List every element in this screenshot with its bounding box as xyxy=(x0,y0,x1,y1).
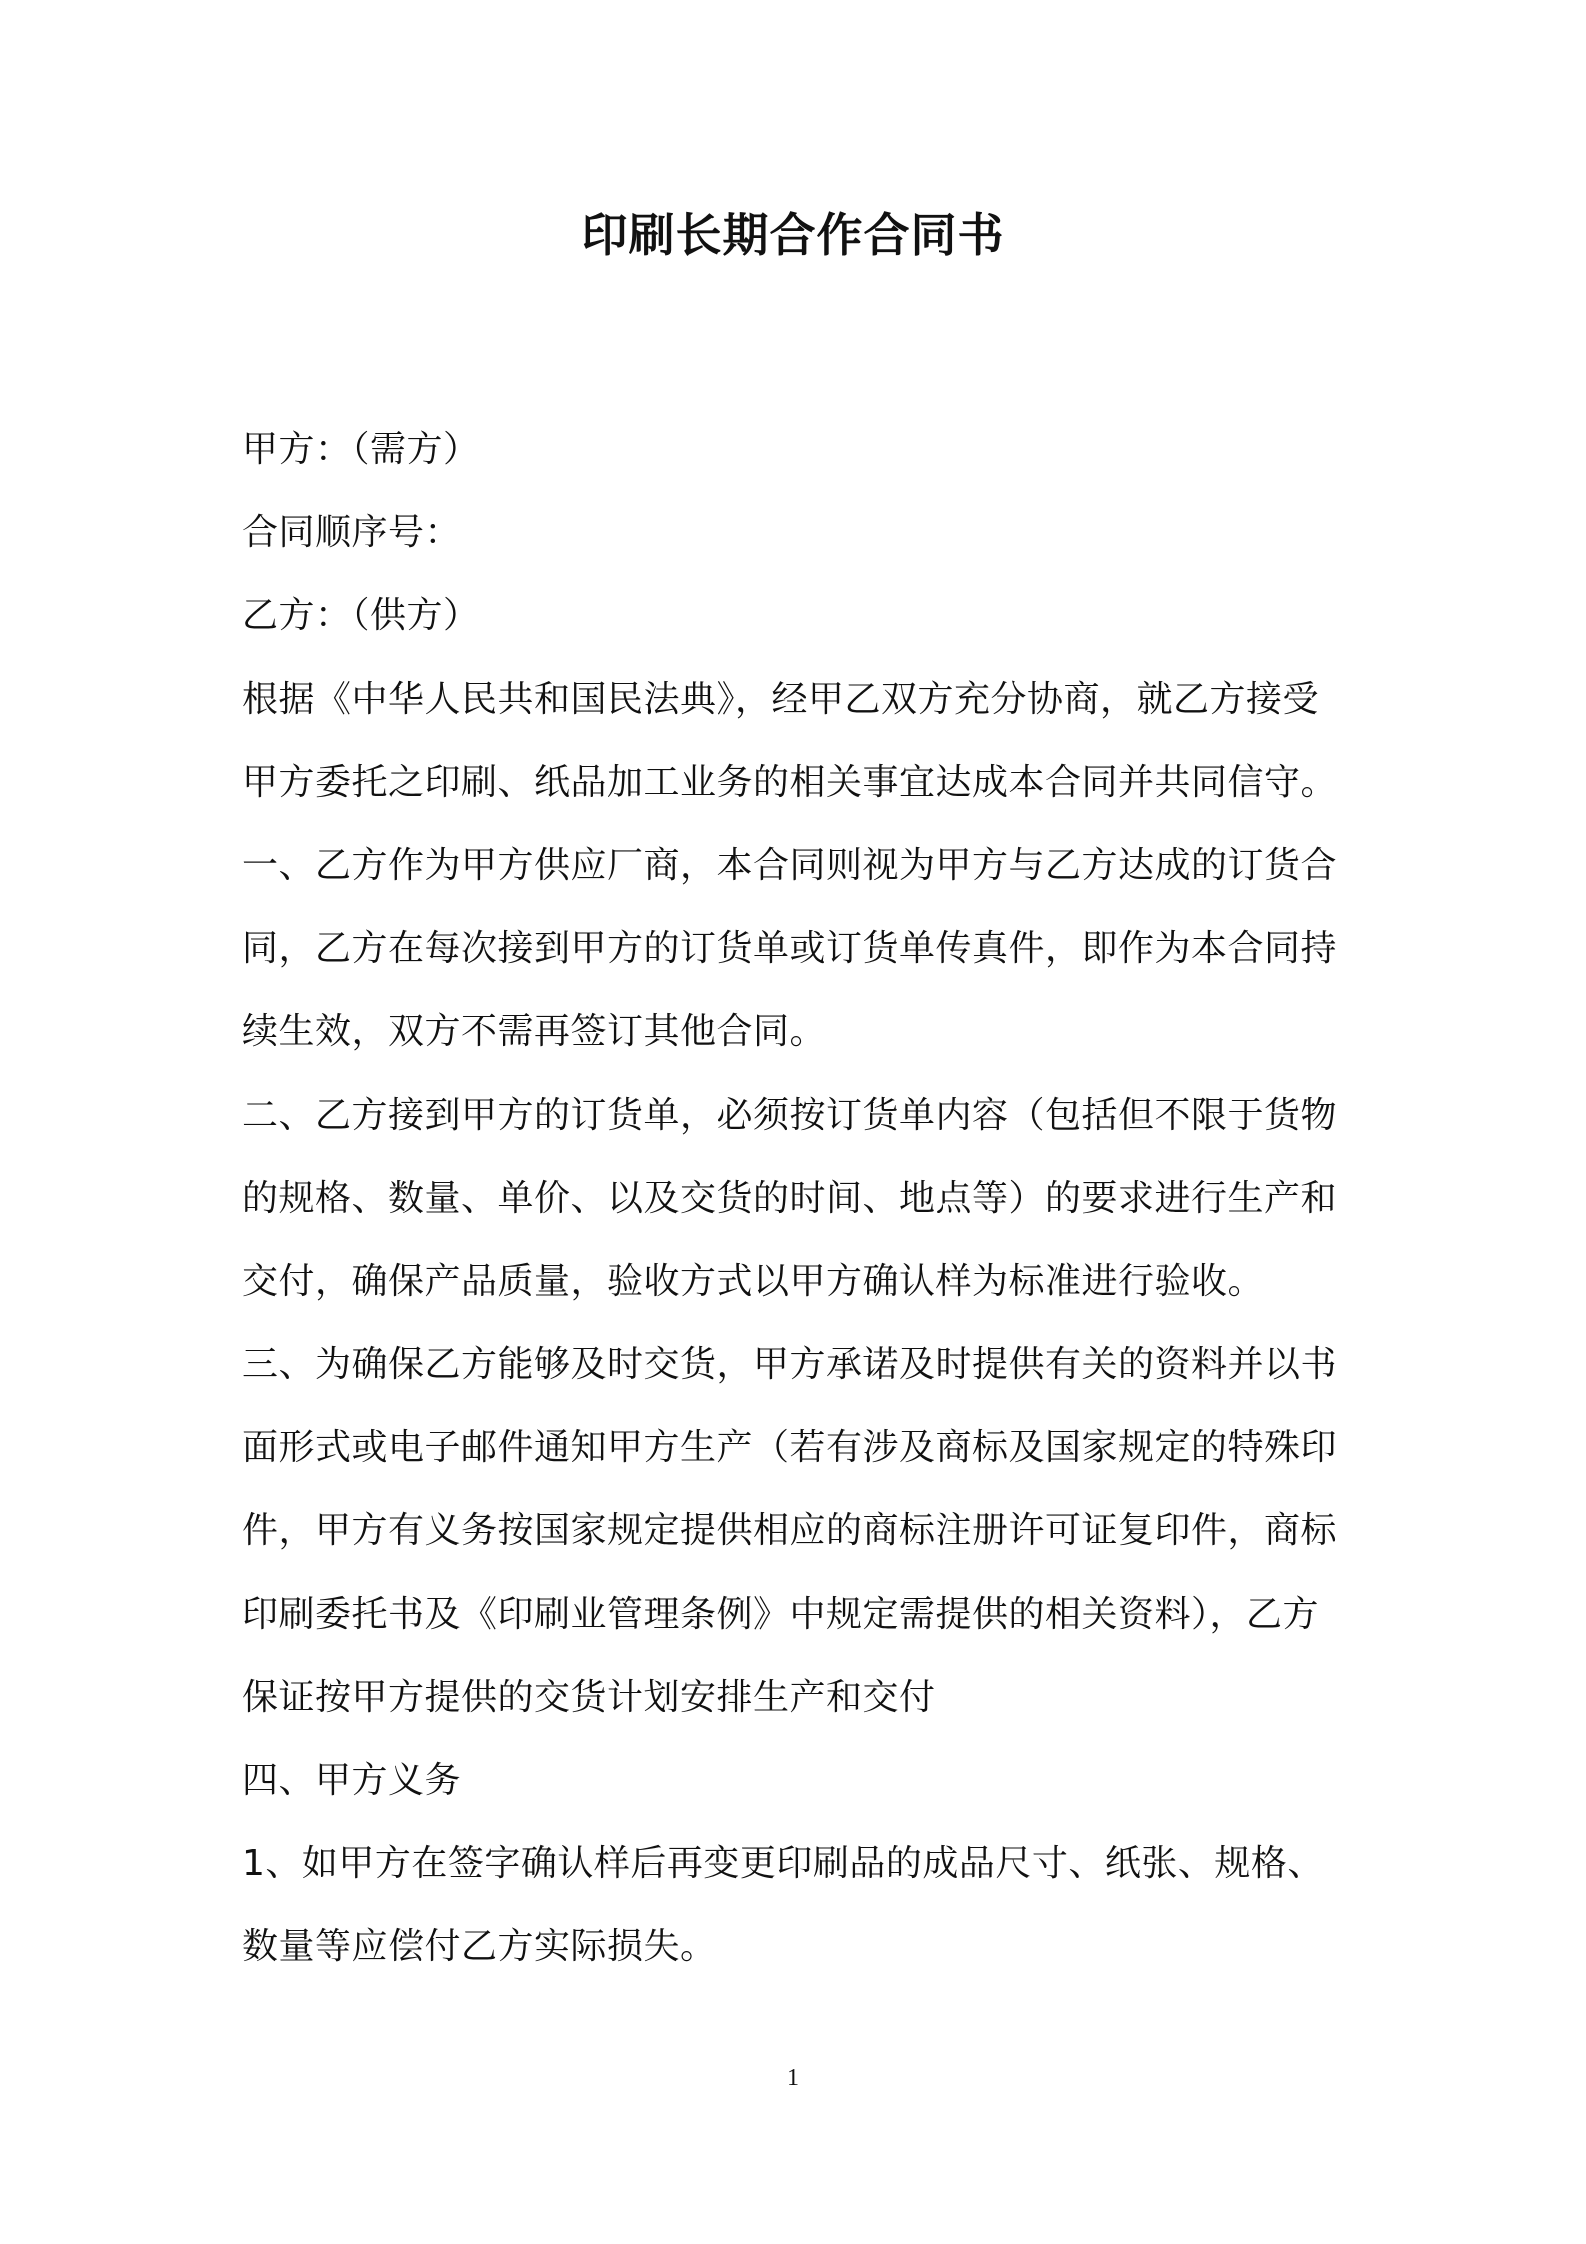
preamble-line-1: 根据《中华人民共和国民法典》，经甲乙双方充分协商，就乙方接受 xyxy=(242,678,1320,720)
preamble-line-2: 甲方委托之印刷、纸品加工业务的相关事宜达成本合同并共同信守。 xyxy=(242,761,1338,803)
party-a-line: 甲方：（需方） xyxy=(242,429,480,470)
clause-2-line-3: 交付，确保产品质量，验收方式以甲方确认样为标准进行验收。 xyxy=(242,1260,1265,1302)
clause-3-line-5: 保证按甲方提供的交货计划安排生产和交付 xyxy=(242,1676,936,1718)
clause-4-heading: 四、甲方义务 xyxy=(242,1760,462,1801)
document-title: 印刷长期合作合同书 xyxy=(581,208,1005,262)
document-body xyxy=(242,408,1362,1989)
contract-number-line: 合同顺序号： xyxy=(242,512,462,554)
page-number: 1 xyxy=(787,2065,799,2091)
clause-4-item-1-line-2: 数量等应偿付乙方实际损失。 xyxy=(242,1926,717,1968)
clause-3-line-1: 三、为确保乙方能够及时交货，甲方承诺及时提供有关的资料并以书 xyxy=(242,1344,1338,1386)
clause-1-line-3: 续生效，双方不需再签订其他合同。 xyxy=(242,1011,827,1053)
clause-4-item-1-line-1: 1、如甲方在签字确认样后再变更印刷品的成品尺寸、纸张、规格、 xyxy=(242,1843,1324,1885)
clause-1-line-2: 同，乙方在每次接到甲方的订货单或订货单传真件，即作为本合同持 xyxy=(242,928,1338,970)
clause-3-line-3: 件，甲方有义务按国家规定提供相应的商标注册许可证复印件，商标 xyxy=(242,1510,1338,1552)
clause-3-line-2: 面形式或电子邮件通知甲方生产（若有涉及商标及国家规定的特殊印 xyxy=(242,1427,1338,1469)
party-b-line: 乙方：（供方） xyxy=(242,595,480,637)
clause-3-line-4: 印刷委托书及《印刷业管理条例》中规定需提供的相关资料），乙方 xyxy=(242,1593,1320,1635)
clause-2-line-2: 的规格、数量、单价、以及交货的时间、地点等）的要求进行生产和 xyxy=(242,1177,1338,1219)
clause-1-line-1: 一、乙方作为甲方供应厂商，本合同则视为甲方与乙方达成的订货合 xyxy=(242,844,1338,886)
clause-2-line-1: 二、乙方接到甲方的订货单，必须按订货单内容（包括但不限于货物 xyxy=(242,1094,1338,1136)
